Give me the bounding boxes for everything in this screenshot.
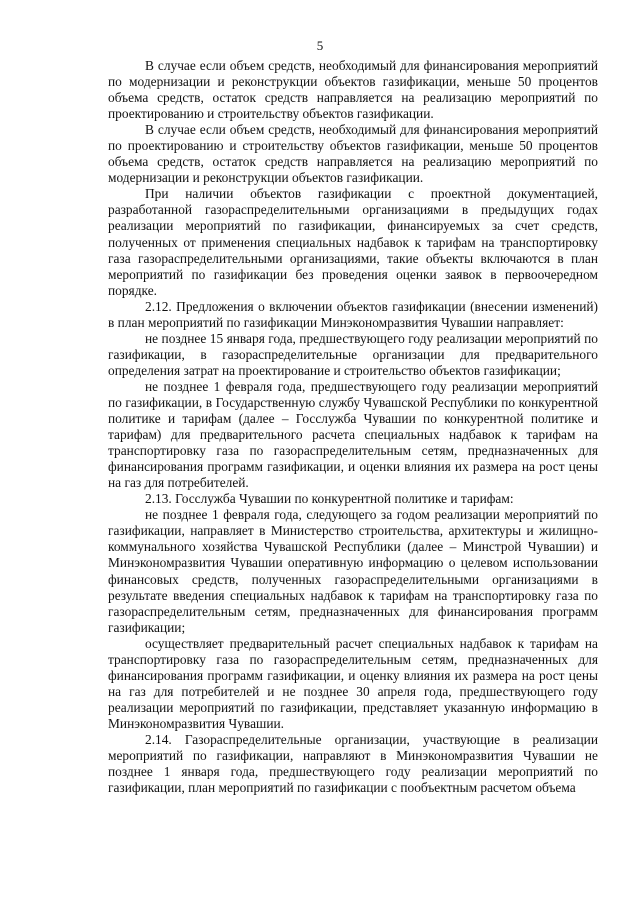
paragraph: не позднее 1 февраля года, следующего за годом реализации мероприятий по газификации, направляет в Министерство строительства, архитектуры и жилищно-коммунального хозяйства Чувашской Республики (далее – Минстрой Чувашии) и Минэкономразвития Чувашии оперативную информацию о целевом использовании финансовых средств, полученных газораспределительными организациями в результате введения специальных надбавок к тарифам на транспортировку газа по газораспределительным сетям, предназначенных для финансирования программ газификации; [108,507,598,635]
paragraph: В случае если объем средств, необходимый для финансирования мероприятий по проектированию и строительству объектов газификации, меньше 50 процентов объема средств, остаток средств направляется на реализацию мероприятий по модернизации и реконструкции объектов газификации. [108,122,598,186]
paragraph: В случае если объем средств, необходимый для финансирования мероприятий по модернизации и реконструкции объектов газификации, меньше 50 процентов объема средств, остаток средств направляется на реализацию мероприятий по проектированию и строительству объектов газификации. [108,58,598,122]
paragraph: При наличии объектов газификации с проектной документацией, разработанной газораспределительными организациями в предыдущих годах реализации мероприятий по газификации, финансируемых за счет средств, полученных от применения специальных надбавок к тарифам на транспортировку газа газораспределительными организациями, такие объекты включаются в план мероприятий по газификации без проведения оценки заявок в первоочередном порядке. [108,186,598,298]
page-number: 5 [316,38,324,53]
paragraph: 2.12. Предложения о включении объектов газификации (внесении изменений) в план мероприятий по газификации Минэкономразвития Чувашии направляет: [108,298,598,330]
document-body [108,58,598,796]
paragraph: осуществляет предварительный расчет специальных надбавок к тарифам на транспортировку газа по газораспределительным сетям, предназначенных для финансирования программ газификации, и оценку влияния их размера на рост цены на газ для потребителей и не позднее 30 апреля года, предшествующего году реализации мероприятий по газификации, представляет указанную информацию в Минэкономразвития Чувашии. [108,635,598,731]
paragraph: не позднее 15 января года, предшествующего году реализации мероприятий по газификации, в газораспределительные организации для предварительного определения затрат на проектирование и строительство объектов газификации; [108,330,598,378]
paragraph: не позднее 1 февраля года, предшествующего году реализации мероприятий по газификации, в Государственную службу Чувашской Республики по конкурентной политике и тарифам (далее – Госслужба Чувашии по конкурентной политике и тарифам) для предварительного расчета специальных надбавок к тарифам на транспортировку газа по газораспределительным сетям, предназначенных для финансирования программ газификации, и оценки влияния их размера на рост цены на газ для потребителей. [108,378,598,491]
paragraph: 2.14. Газораспределительные организации, участвующие в реализации мероприятий по газификации, направляют в Минэкономразвития Чувашии не позднее 1 января года, предшествующего году реализации мероприятий по газификации, план мероприятий по газификации с пообъектным расчетом объема [108,731,598,796]
paragraph: 2.13. Госслужба Чувашии по конкурентной политике и тарифам: [145,491,514,507]
